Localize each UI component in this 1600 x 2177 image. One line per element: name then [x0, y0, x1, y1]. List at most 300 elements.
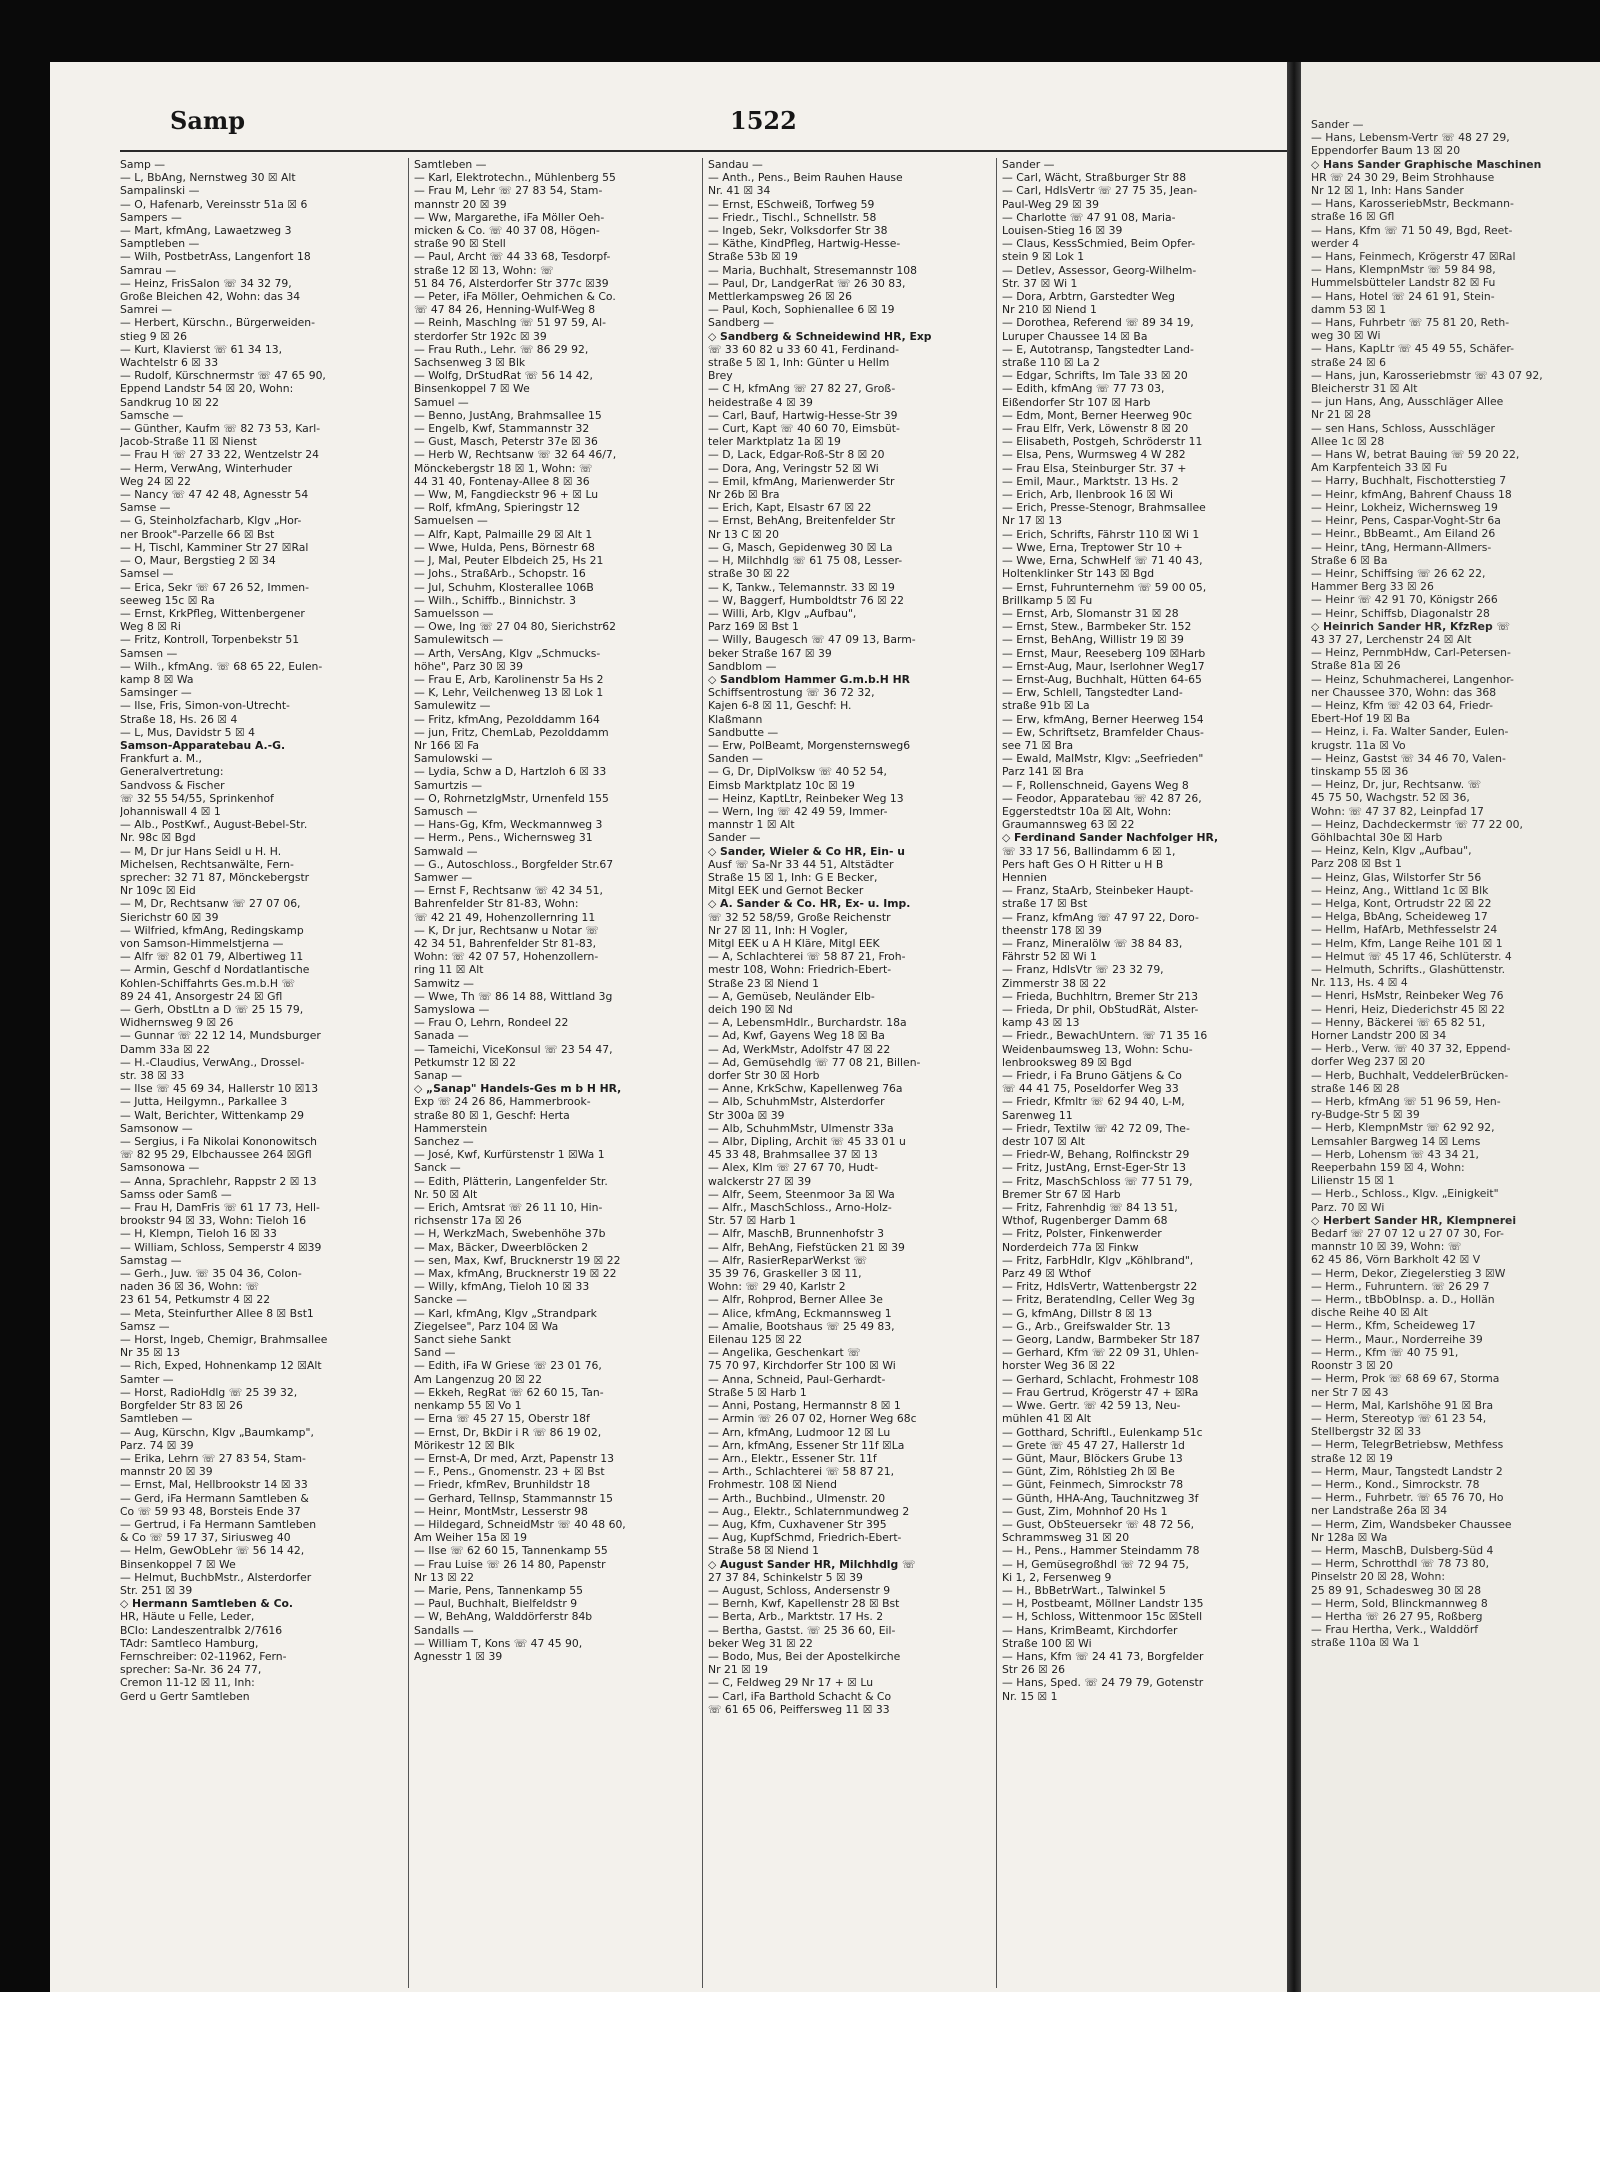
directory-entry-line: — Hans, Hotel ☏ 24 61 91, Stein-: [1311, 289, 1495, 303]
directory-entry-line: — Willi, Arb, Klgv „Aufbau",: [708, 606, 857, 620]
directory-entry-line: — Fritz, Fahrenhdig ☏ 84 13 51,: [1002, 1201, 1178, 1215]
directory-entry-line: 45 33 48, Brahmsallee 37 ☒ 13: [708, 1148, 878, 1162]
directory-entry-line: micken & Co. ☏ 40 37 08, Högen-: [414, 224, 600, 238]
directory-entry-line: Schiffsentrostung ☏ 36 72 32,: [708, 686, 875, 700]
directory-entry-line: — Heinz, Glas, Wilstorfer Str 56: [1311, 870, 1482, 884]
directory-entry-line: Sanck —: [414, 1161, 461, 1175]
directory-entry-line: — Heinz, Dachdeckermstr ☏ 77 22 00,: [1311, 817, 1523, 831]
directory-entry-line: Borgfelder Str 83 ☒ 26: [120, 1399, 243, 1413]
directory-entry-line: Samuel —: [414, 395, 469, 409]
directory-entry-line: — K, Tankw., Telemannstr. 33 ☒ 19: [708, 580, 895, 594]
directory-entry-line: ☏ 32 52 58/59, Große Reichenstr: [708, 910, 891, 924]
directory-entry-line: ◇ A. Sander & Co. HR, Ex- u. Imp.: [708, 897, 911, 911]
directory-entry-line: Bedarf ☏ 27 07 12 u 27 07 30, For-: [1311, 1227, 1504, 1241]
directory-entry-line: Parz. 70 ☒ Wi: [1311, 1200, 1385, 1214]
directory-entry-line: — Armin, Geschf d Nordatlantische: [120, 963, 310, 977]
directory-entry-line: — L, BbAng, Nernstweg 30 ☒ Alt: [120, 171, 296, 185]
directory-entry-line: — H, Tischl, Kamminer Str 27 ☒Ral: [120, 540, 309, 554]
directory-entry-line: Sanct siehe Sankt: [414, 1333, 511, 1347]
directory-entry-line: — Harry, Buchhalt, Fischotterstieg 7: [1311, 474, 1507, 488]
directory-entry-line: Nr 17 ☒ 13: [1002, 514, 1062, 528]
directory-entry-line: Holtenklinker Str 143 ☒ Bgd: [1002, 567, 1155, 581]
directory-entry-line: — K, Dr jur, Rechtsanw u Notar ☏: [414, 923, 599, 937]
directory-entry-line: Samson-Apparatebau A.-G.: [120, 738, 286, 752]
directory-entry-line: Nr. 98c ☒ Bgd: [120, 831, 196, 845]
directory-entry-line: — G, kfmAng, Dillstr 8 ☒ 13: [1002, 1306, 1153, 1320]
directory-entry-line: — Heinr, tAng, Hermann-Allmers-: [1311, 540, 1492, 554]
directory-entry-line: — Curt, Kapt ☏ 40 60 70, Eimsbüt-: [708, 422, 900, 436]
directory-entry-line: dorfer Str 30 ☒ Horb: [708, 1069, 820, 1083]
directory-entry-line: Nr 27 ☒ 11, Inh: H Vogler,: [708, 923, 848, 937]
directory-entry-line: Mönckebergstr 18 ☒ 1, Wohn: ☏: [414, 461, 593, 475]
directory-entry-line: Kohlen-Schiffahrts Ges.m.b.H ☏: [120, 976, 295, 990]
directory-entry-line: Sandkrug 10 ☒ 22: [120, 395, 220, 409]
directory-entry-line: Parz 169 ☒ Bst 1: [708, 620, 799, 634]
directory-entry-line: — Wilh., Schiffb., Binnichstr. 3: [414, 593, 576, 607]
directory-entry-line: walckerstr 27 ☒ 39: [708, 1174, 812, 1188]
directory-entry-line: naden 36 ☒ 36, Wohn: ☏: [120, 1280, 260, 1294]
directory-entry-line: — sen, Max, Kwf, Brucknerstr 19 ☒ 22: [414, 1253, 621, 1267]
directory-entry-line: Sampers —: [120, 210, 182, 224]
directory-entry-line: Samsche —: [120, 408, 184, 422]
directory-entry-line: straße 12 ☒ 19: [1311, 1451, 1393, 1465]
directory-entry-line: — Hans, Kfm ☏ 24 41 73, Borgfelder: [1002, 1649, 1204, 1663]
directory-entry-line: — Heinz, PernmbHdw, Carl-Petersen-: [1311, 646, 1511, 660]
directory-entry-line: Brillkamp 5 ☒ Fu: [1002, 593, 1093, 607]
directory-entry-line: Pers haft Ges O H Ritter u H B: [1002, 857, 1164, 871]
directory-entry-line: heidestraße 4 ☒ 39: [708, 395, 813, 409]
directory-entry-line: weg 30 ☒ Wi: [1311, 329, 1381, 343]
directory-entry-line: — Wilfried, kfmAng, Redingskamp: [120, 923, 304, 937]
directory-entry-line: — Ilse ☏ 45 69 34, Hallerstr 10 ☒13: [120, 1082, 319, 1096]
directory-entry-line: — Hans, Fuhrbetr ☏ 75 81 20, Reth-: [1311, 316, 1510, 330]
directory-entry-line: Binsenkoppel 7 ☒ We: [414, 382, 530, 396]
directory-entry-line: Exp ☏ 24 26 86, Hammerbrook-: [414, 1095, 591, 1109]
directory-entry-line: — Herm., tBbObInsp. a. D., Hollän: [1311, 1293, 1495, 1307]
directory-entry-line: — Henri, HsMstr, Reinbeker Weg 76: [1311, 989, 1504, 1003]
directory-entry-line: Nr 128a ☒ Wa: [1311, 1530, 1388, 1544]
directory-entry-line: — Herb., Schloss., Klgv. „Einigkeit": [1311, 1187, 1499, 1201]
directory-entry-line: — Frau Hertha, Verk., Walddörf: [1311, 1623, 1479, 1637]
directory-entry-line: — Wwe, Th ☏ 86 14 88, Wittland 3g: [414, 989, 613, 1003]
directory-entry-line: ner Chaussee 370, Wohn: das 368: [1311, 685, 1497, 699]
directory-entry-line: — Heinr, Pens, Caspar-Voght-Str 6a: [1311, 514, 1501, 528]
directory-entry-line: werder 4: [1311, 236, 1359, 250]
directory-entry-line: teler Marktplatz 1a ☒ 19: [708, 435, 841, 449]
directory-entry-line: — Herm, Stereotyp ☏ 61 23 54,: [1311, 1411, 1487, 1425]
directory-entry-line: Str 26 ☒ 26: [1002, 1663, 1065, 1677]
directory-entry-line: richsenstr 17a ☒ 26: [414, 1214, 522, 1228]
directory-entry-line: Ebert-Hof 19 ☒ Ba: [1311, 712, 1411, 726]
directory-entry-line: ◇ Sander, Wieler & Co HR, Ein- u: [708, 844, 905, 858]
directory-entry-line: — Wwe, Hulda, Pens, Börnestr 68: [414, 540, 595, 554]
directory-entry-line: Samtleben —: [120, 1412, 193, 1426]
directory-entry-line: Parz 49 ☒ Wthof: [1002, 1267, 1091, 1281]
directory-entry-line: — Anni, Postang, Hermannstr 8 ☒ 1: [708, 1399, 901, 1413]
directory-entry-line: Norderdeich 77a ☒ Finkw: [1002, 1240, 1139, 1254]
directory-entry-line: — Fritz, BeratendIng, Celler Weg 3g: [1002, 1293, 1195, 1307]
directory-entry-line: — H.-Claudius, VerwAng., Drossel-: [120, 1055, 305, 1069]
directory-entry-line: — Frau H, DamFris ☏ 61 17 73, Hell-: [120, 1201, 320, 1215]
directory-entry-line: — W, BehAng, Walddörferstr 84b: [414, 1610, 593, 1624]
directory-entry-line: — Heinr., BbBeamt., Am Eiland 26: [1311, 527, 1496, 541]
directory-entry-line: BCIo: Landeszentralbk 2/7616: [120, 1623, 283, 1637]
directory-entry-line: Mörikestr 12 ☒ Blk: [414, 1438, 515, 1452]
directory-entry-line: — Ewald, MalMstr, Klgv: „Seefrieden": [1002, 752, 1204, 766]
directory-entry-line: — Alfr, Rohprod, Berner Allee 3e: [708, 1293, 883, 1307]
directory-entry-line: — Claus, KessSchmied, Beim Opfer-: [1002, 237, 1196, 251]
directory-entry-line: Sandvoss & Fischer: [120, 778, 225, 792]
directory-entry-line: — Fritz, HdlsVertr, Wattenbergstr 22: [1002, 1280, 1198, 1294]
directory-entry-line: — Herm, Sold, Blinckmannweg 8: [1311, 1596, 1488, 1610]
directory-entry-line: — José, Kwf, Kurfürstenstr 1 ☒Wa 1: [414, 1148, 605, 1162]
directory-entry-line: ◇ Hans Sander Graphische Maschinen: [1311, 157, 1542, 171]
directory-entry-line: — Alex, Klm ☏ 27 67 70, Hudt-: [708, 1161, 879, 1175]
directory-entry-line: — Alfr, RasierReparWerkst ☏: [708, 1253, 868, 1267]
directory-entry-line: — Angelika, Geschenkart ☏: [708, 1346, 861, 1360]
directory-entry-line: — Wwe. Gertr. ☏ 42 59 13, Neu-: [1002, 1399, 1181, 1413]
directory-entry-line: — Wwe, Erna, SchwHelf ☏ 71 40 43,: [1002, 554, 1203, 568]
directory-entry-line: — Arn, kfmAng, Ludmoor 12 ☒ Lu: [708, 1425, 891, 1439]
directory-entry-line: straße 30 ☒ 22: [708, 567, 790, 581]
directory-entry-line: ☏ 42 21 49, Hohenzollernring 11: [414, 910, 596, 924]
directory-entry-line: Stellbergstr 32 ☒ 33: [1311, 1425, 1422, 1439]
directory-entry-line: sprecher: 32 71 87, Mönckebergstr: [120, 870, 310, 884]
directory-entry-line: Str. 37 ☒ Wi 1: [1002, 276, 1078, 290]
directory-entry-line: — Friedr., BewachUntern. ☏ 71 35 16: [1002, 1029, 1208, 1043]
directory-entry-line: — Wern, Ing ☏ 42 49 59, Immer-: [708, 804, 888, 818]
directory-entry-line: beker Straße 167 ☒ 39: [708, 646, 832, 660]
directory-entry-line: see 71 ☒ Bra: [1002, 738, 1074, 752]
directory-entry-line: — Alb, SchuhmMstr, Ulmenstr 33a: [708, 1121, 894, 1135]
directory-entry-line: — Erich, Amtsrat ☏ 26 11 10, Hin-: [414, 1201, 603, 1215]
directory-entry-line: — Fritz, FarbHdlr, Klgv „Köhlbrand",: [1002, 1253, 1194, 1267]
directory-entry-line: — W, Baggerf, Humboldtstr 76 ☒ 22: [708, 593, 905, 607]
directory-entry-line: Damm 33a ☒ 22: [120, 1042, 211, 1056]
directory-entry-line: — Herm, MaschB, Dulsberg-Süd 4: [1311, 1543, 1494, 1557]
directory-entry-line: — Frau O, Lehrn, Rondeel 22: [414, 1016, 569, 1030]
directory-entry-line: 23 61 54, Petkumstr 4 ☒ 22: [120, 1293, 271, 1307]
directory-entry-line: TAdr: Samtleco Hamburg,: [120, 1636, 259, 1650]
directory-entry-line: — Hans W, betrat Bauing ☏ 59 20 22,: [1311, 448, 1520, 462]
directory-entry-line: — H, Milchhdlg ☏ 61 75 08, Lesser-: [708, 554, 903, 568]
directory-entry-line: ◇ Sandberg & Schneidewind HR, Exp: [708, 329, 932, 343]
directory-entry-line: — Ernst, ESchweiß, Torfweg 59: [708, 197, 875, 211]
directory-entry-line: Nr 26b ☒ Bra: [708, 488, 780, 502]
directory-entry-line: — Heinr, MontMstr, Lesserstr 98: [414, 1504, 588, 1518]
directory-entry-line: — Herb, Buchhalt, VeddelerBrücken-: [1311, 1068, 1509, 1082]
directory-entry-line: — Alice, kfmAng, Eckmannsweg 1: [708, 1306, 892, 1320]
directory-entry-line: 44 31 40, Fontenay-Allee 8 ☒ 36: [414, 474, 590, 488]
directory-entry-line: straße 17 ☒ Bst: [1002, 897, 1088, 911]
directory-entry-line: — O, RohrnetzlgMstr, Urnenfeld 155: [414, 791, 609, 805]
directory-entry-line: — Heinz, FrisSalon ☏ 34 32 79,: [120, 276, 292, 290]
directory-entry-line: — J, Mal, Peuter Elbdeich 25, Hs 21: [414, 554, 604, 568]
directory-entry-line: — Helmut, BuchbMstr., Alsterdorfer: [120, 1570, 312, 1584]
directory-entry-line: Weg 24 ☒ 22: [120, 474, 191, 488]
directory-entry-line: — Herb, kfmAng ☏ 51 96 59, Hen-: [1311, 1095, 1501, 1109]
directory-entry-line: Samp —: [120, 158, 166, 171]
directory-entry-line: straße 146 ☒ 28: [1311, 1081, 1400, 1095]
directory-entry-line: — Erich, Arb, Ilenbrook 16 ☒ Wi: [1002, 488, 1174, 502]
directory-entry-line: — Fritz, Kontroll, Torpenbekstr 51: [120, 633, 300, 647]
directory-entry-line: Luruper Chaussee 14 ☒ Ba: [1002, 329, 1148, 343]
directory-entry-line: — Gertrud, i Fa Hermann Samtleben: [120, 1517, 317, 1531]
directory-entry-line: — jun Hans, Ang, Ausschläger Allee: [1311, 395, 1504, 409]
directory-entry-line: — Arth, VersAng, Klgv „Schmucks-: [414, 646, 601, 660]
directory-entry-line: — Bodo, Mus, Bei der Apostelkirche: [708, 1649, 901, 1663]
directory-entry-line: — Hans, Kfm ☏ 71 50 49, Bgd, Reet-: [1311, 223, 1513, 237]
directory-entry-line: — H, Schloss, Wittenmoor 15c ☒Stell: [1002, 1610, 1203, 1624]
directory-entry-line: — Ernst, Arb, Slomanstr 31 ☒ 28: [1002, 606, 1179, 620]
directory-entry-line: Frohmestr. 108 ☒ Niend: [708, 1478, 837, 1492]
directory-entry-line: — Gerh, ObstLtn a D ☏ 25 15 79,: [120, 1003, 304, 1016]
directory-entry-line: Mitgl EEK und Gernot Becker: [708, 884, 864, 898]
directory-entry-line: — Heinz, Dr, jur, Rechtsanw. ☏: [1311, 778, 1482, 792]
directory-entry-line: Straße 100 ☒ Wi: [1002, 1636, 1092, 1650]
directory-entry-line: Samss oder Samß —: [120, 1187, 232, 1201]
directory-entry-line: — Mart, kfmAng, Lawaetzweg 3: [120, 224, 292, 238]
directory-entry-line: Generalvertretung:: [120, 765, 224, 779]
directory-entry-line: — E, Autotransp, Tangstedter Land-: [1002, 342, 1194, 356]
column-rule: [702, 158, 703, 1988]
directory-entry-line: — Herm, Mal, Karlshöhe 91 ☒ Bra: [1311, 1398, 1494, 1412]
directory-entry-line: — Berta, Arb., Marktstr. 17 Hs. 2: [708, 1610, 884, 1624]
directory-entry-line: Samrei —: [120, 303, 173, 317]
directory-entry-line: Samse —: [120, 501, 171, 515]
directory-entry-line: Samsen —: [120, 646, 178, 660]
directory-entry-line: — Herm, Maur, Tangstedt Landstr 2: [1311, 1464, 1503, 1478]
directory-entry-line: Fernschreiber: 02-11962, Fern-: [120, 1649, 287, 1663]
directory-entry-line: Sanada —: [414, 1029, 469, 1043]
directory-entry-line: — Ad, Kwf, Gayens Weg 18 ☒ Ba: [708, 1029, 885, 1043]
directory-entry-line: Ki 1, 2, Fersenweg 9: [1002, 1570, 1112, 1584]
directory-entry-line: Sarenweg 11: [1002, 1108, 1073, 1122]
directory-entry-line: Samwald —: [414, 844, 478, 858]
directory-entry-line: — G., Arb., Greifswalder Str. 13: [1002, 1319, 1171, 1333]
directory-entry-line: — Heinz, Keln, Klgv „Aufbau",: [1311, 844, 1472, 858]
directory-entry-line: mannstr 10 ☒ 39, Wohn: ☏: [1311, 1240, 1462, 1254]
directory-entry-line: Hammerstein: [414, 1121, 488, 1135]
directory-entry-line: — Ekkeh, RegRat ☏ 62 60 15, Tan-: [414, 1385, 604, 1399]
directory-entry-line: — Edm, Mont, Berner Heerweg 90c: [1002, 408, 1193, 422]
directory-entry-line: — Friedr, Kfmltr ☏ 62 94 40, L-M,: [1002, 1095, 1185, 1109]
directory-entry-line: — Feodor, Apparatebau ☏ 42 87 26,: [1002, 791, 1202, 805]
directory-entry-line: — William, Schloss, Semperstr 4 ☒39: [120, 1240, 322, 1254]
directory-entry-line: Sandbutte —: [708, 725, 779, 739]
directory-entry-line: — Ww, M, Fangdieckstr 96 + ☒ Lu: [414, 488, 599, 502]
directory-entry-line: — Helm, GewObLehr ☏ 56 14 42,: [120, 1544, 305, 1558]
directory-entry-line: — Edith, iFa W Griese ☏ 23 01 76,: [414, 1359, 602, 1373]
directory-entry-line: — Frau E, Arb, Karolinenstr 5a Hs 2: [414, 672, 604, 686]
directory-entry-line: ☏ 33 60 82 u 33 60 41, Ferdinand-: [708, 342, 900, 356]
directory-entry-line: — Aug., Elektr., Schlaternmundweg 2: [708, 1504, 910, 1518]
directory-entry-line: — Jul, Schuhm, Klosterallee 106B: [414, 580, 594, 594]
directory-entry-line: Samurtzis —: [414, 778, 483, 792]
directory-entry-line: — O, Hafenarb, Vereinsstr 51a ☒ 6: [120, 197, 308, 211]
directory-entry-line: Straße 58 ☒ Niend 1: [708, 1544, 820, 1558]
directory-entry-line: — A, Schlachterei ☏ 58 87 21, Froh-: [708, 950, 906, 964]
directory-entry-line: Sachsenweg 3 ☒ Blk: [414, 356, 526, 370]
directory-entry-line: — Alfr., MaschSchloss., Arno-Holz-: [708, 1201, 892, 1215]
directory-entry-line: Eilenau 125 ☒ 22: [708, 1333, 803, 1347]
directory-entry-line: — H., Pens., Hammer Steindamm 78: [1002, 1544, 1200, 1558]
directory-entry-line: — sen Hans, Schloss, Ausschläger: [1311, 421, 1496, 435]
directory-entry-line: Samtleben —: [414, 158, 487, 171]
directory-entry-line: ☏ 44 41 75, Poseldorfer Weg 33: [1002, 1082, 1179, 1096]
directory-entry-line: kamp 43 ☒ 13: [1002, 1016, 1080, 1030]
directory-entry-line: — Franz, kfmAng ☏ 47 97 22, Doro-: [1002, 910, 1199, 924]
directory-entry-line: — Carl, HdlsVertr ☏ 27 75 35, Jean-: [1002, 184, 1198, 198]
directory-entry-line: Louisen-Stieg 16 ☒ 39: [1002, 224, 1123, 238]
directory-entry-line: Wohn: ☏ 47 37 82, Leinpfad 17: [1311, 804, 1484, 818]
directory-entry-line: — Meta, Steinfurther Allee 8 ☒ Bst1: [120, 1306, 314, 1320]
directory-entry-line: — Max, Bäcker, Dweerblöcken 2: [414, 1240, 589, 1254]
directory-entry-line: Samsinger —: [120, 686, 192, 700]
directory-entry-line: Weidenbaumsweg 13, Wohn: Schu-: [1002, 1042, 1193, 1056]
directory-entry-line: Sanden —: [708, 752, 763, 766]
directory-entry-line: Göhlbachtal 30e ☒ Harb: [1311, 830, 1443, 844]
directory-entry-line: — Heinr, kfmAng, Bahrenf Chauss 18: [1311, 487, 1512, 501]
directory-entry-line: — Herm., Fuhrbetr. ☏ 65 76 70, Ho: [1311, 1491, 1504, 1505]
directory-entry-line: Sander —: [1002, 158, 1055, 171]
directory-entry-line: mannstr 1 ☒ Alt: [708, 818, 795, 832]
directory-entry-line: — Franz, StaArb, Steinbeker Haupt-: [1002, 884, 1194, 898]
directory-entry-line: — Gerhard, Tellnsp, Stammannstr 15: [414, 1491, 614, 1505]
directory-column-right-page: [1311, 118, 1600, 1968]
directory-entry-line: Parz. 74 ☒ 39: [120, 1438, 194, 1452]
directory-entry-line: — Hans, Lebensm-Vertr ☏ 48 27 29,: [1311, 131, 1510, 145]
directory-entry-line: — Franz, HdlsVtr ☏ 23 32 79,: [1002, 963, 1164, 977]
directory-entry-line: — Heinr, Schiffsing ☏ 26 62 22,: [1311, 566, 1486, 580]
directory-entry-line: — Georg, Landw, Barmbeker Str 187: [1002, 1333, 1201, 1347]
directory-entry-line: — Fritz, JustAng, Ernst-Eger-Str 13: [1002, 1161, 1187, 1175]
directory-entry-line: — Horst, RadioHdlg ☏ 25 39 32,: [120, 1385, 298, 1399]
directory-entry-line: dorfer Weg 237 ☒ 20: [1311, 1055, 1426, 1069]
directory-entry-line: Eppendorfer Baum 13 ☒ 20: [1311, 144, 1461, 158]
directory-entry-line: — Ew, Schriftsetz, Bramfelder Chaus-: [1002, 725, 1204, 739]
directory-entry-line: 62 45 86, Vörn Barkholt 42 ☒ V: [1311, 1253, 1481, 1267]
directory-entry-line: — Hans, KapLtr ☏ 45 49 55, Schäfer-: [1311, 342, 1514, 356]
directory-entry-line: — Carl, Bauf, Hartwig-Hesse-Str 39: [708, 408, 898, 422]
directory-entry-line: — Hildegard, SchneidMstr ☏ 40 48 60,: [414, 1517, 626, 1531]
directory-entry-line: — Max, kfmAng, Brucknerstr 19 ☒ 22: [414, 1267, 617, 1281]
directory-entry-line: — Benno, JustAng, Brahmsallee 15: [414, 408, 602, 422]
directory-entry-line: — Heinz, KaptLtr, Reinbeker Weg 13: [708, 791, 904, 805]
directory-entry-line: — Heinr, Lokheiz, Wichernsweg 19: [1311, 500, 1498, 514]
directory-entry-line: — Alfr, Kapt, Palmaille 29 ☒ Alt 1: [414, 527, 593, 541]
directory-entry-line: — O, Maur, Bergstieg 2 ☒ 34: [120, 554, 276, 568]
directory-entry-line: 51 84 76, Alsterdorfer Str 377c ☒39: [414, 276, 609, 290]
directory-entry-line: Klaßmann: [708, 712, 763, 726]
directory-entry-line: — Hans, KarosseriebMstr, Beckmann-: [1311, 197, 1514, 211]
directory-entry-line: Nr 21 ☒ 19: [708, 1663, 768, 1677]
directory-entry-line: — Heinz, Kfm ☏ 42 03 64, Friedr-: [1311, 698, 1494, 712]
directory-entry-line: Sandau —: [708, 158, 763, 171]
directory-entry-line: — Hans, Sped. ☏ 24 79 79, Gotenstr: [1002, 1676, 1204, 1690]
directory-entry-line: Allee 1c ☒ 28: [1311, 434, 1385, 448]
directory-entry-line: — Ww, Margarethe, iFa Möller Oeh-: [414, 210, 605, 224]
directory-entry-line: stein 9 ☒ Lok 1: [1002, 250, 1085, 264]
directory-column-4: [1002, 158, 1282, 1988]
directory-entry-line: — Hellm, HafArb, Methfesselstr 24: [1311, 923, 1498, 937]
directory-entry-line: Straße 23 ☒ Niend 1: [708, 976, 820, 990]
directory-entry-line: Petkumstr 12 ☒ 22: [414, 1055, 517, 1069]
directory-entry-line: — Alb, SchuhmMstr, Alsterdorfer: [708, 1095, 885, 1109]
directory-entry-line: — Friedr, Textilw ☏ 42 72 09, The-: [1002, 1121, 1190, 1135]
directory-entry-line: straße 12 ☒ 13, Wohn: ☏: [414, 263, 554, 277]
directory-entry-line: — Herm., Maur., Norderreihe 39: [1311, 1332, 1483, 1346]
directory-entry-line: — Gunnar ☏ 22 12 14, Mundsburger: [120, 1029, 321, 1043]
directory-entry-line: — Herb, KlempnMstr ☏ 62 92 92,: [1311, 1121, 1495, 1135]
directory-entry-line: — Alfr, MaschB, Brunnenhofstr 3: [708, 1227, 885, 1241]
directory-entry-line: 89 24 41, Ansorgestr 24 ☒ Gfl: [120, 989, 283, 1003]
directory-entry-line: — C H, kfmAng ☏ 27 82 27, Groß-: [708, 382, 896, 396]
directory-entry-line: — Erich, Kapt, Elsastr 67 ☒ 22: [708, 501, 872, 515]
directory-entry-line: Nr 166 ☒ Fa: [414, 738, 479, 752]
directory-entry-line: — Helga, Kont, Ortrudstr 22 ☒ 22: [1311, 896, 1492, 910]
directory-entry-line: Straße 15 ☒ 1, Inh: G E Becker,: [708, 870, 878, 884]
directory-entry-line: Sandblom —: [708, 659, 777, 673]
directory-entry-line: nenkamp 55 ☒ Vo 1: [414, 1399, 522, 1413]
directory-entry-line: — Gotthard, Schriftl., Eulenkamp 51c: [1002, 1425, 1203, 1439]
directory-entry-line: Schrammsweg 31 ☒ 20: [1002, 1531, 1130, 1545]
directory-entry-line: — Wwe, Erna, Treptower Str 10 +: [1002, 540, 1183, 554]
directory-entry-line: — Herm., Kond., Simrockstr. 78: [1311, 1477, 1480, 1491]
directory-entry-line: — Anth., Pens., Beim Rauhen Hause: [708, 171, 903, 185]
directory-entry-line: 45 75 50, Wachgstr. 52 ☒ 36,: [1311, 791, 1470, 805]
directory-entry-line: — Rudolf, Kürschnermstr ☏ 47 65 90,: [120, 369, 326, 383]
directory-entry-line: mühlen 41 ☒ Alt: [1002, 1412, 1092, 1426]
directory-entry-line: — H, Gemüsegroßhdl ☏ 72 94 75,: [1002, 1557, 1189, 1571]
directory-entry-line: — Heinz, Gastst ☏ 34 46 70, Valen-: [1311, 751, 1506, 765]
directory-entry-line: — Ingeb, Sekr, Volksdorfer Str 38: [708, 224, 888, 238]
directory-entry-line: — Arth., Schlachterei ☏ 58 87 21,: [708, 1465, 895, 1479]
directory-entry-line: — William T, Kons ☏ 47 45 90,: [414, 1636, 583, 1650]
directory-entry-line: Wthof, Rugenberger Damm 68: [1002, 1214, 1168, 1228]
directory-entry-line: straße 110 ☒ La 2: [1002, 356, 1100, 370]
directory-entry-line: straße 90 ☒ Stell: [414, 237, 506, 251]
directory-entry-line: sterdorfer Str 192c ☒ 39: [414, 329, 547, 343]
directory-entry-line: — Aug, KupfSchmd, Friedrich-Ebert-: [708, 1531, 902, 1545]
directory-entry-line: — Erw, Schlell, Tangstedter Land-: [1002, 686, 1183, 700]
directory-entry-line: deich 190 ☒ Nd: [708, 1003, 793, 1016]
directory-entry-line: — Frieda, Dr phil, ObStudRät, Alster-: [1002, 1003, 1199, 1016]
directory-entry-line: Bleicherstr 31 ☒ Alt: [1311, 382, 1418, 396]
directory-entry-line: — Ad, Gemüsehdlg ☏ 77 08 21, Billen-: [708, 1055, 921, 1069]
directory-entry-line: — Elisabeth, Postgeh, Schröderstr 11: [1002, 435, 1203, 449]
directory-entry-line: Große Bleichen 42, Wohn: das 34: [120, 290, 301, 304]
directory-entry-line: Roonstr 3 ☒ 20: [1311, 1359, 1393, 1373]
directory-entry-line: Samstag —: [120, 1253, 182, 1267]
directory-entry-line: 27 37 84, Schinkelstr 5 ☒ 39: [708, 1570, 863, 1584]
directory-entry-line: — Helmuth, Schrifts., Glashüttenstr.: [1311, 963, 1506, 976]
directory-entry-line: Eimsb Marktplatz 10c ☒ 19: [708, 778, 855, 792]
directory-entry-line: — Edith, Plätterin, Langenfelder Str.: [414, 1174, 608, 1188]
directory-entry-line: Straße 53b ☒ 19: [708, 250, 798, 264]
directory-entry-line: — Elsa, Pens, Wurmsweg 4 W 282: [1002, 448, 1186, 462]
directory-entry-line: 42 34 51, Bahrenfelder Str 81-83,: [414, 936, 597, 950]
directory-entry-line: — A, Gemüseb, Neuländer Elb-: [708, 989, 875, 1003]
directory-entry-line: — Ernst, Fuhrunternehm ☏ 59 00 05,: [1002, 580, 1207, 594]
directory-entry-line: ry-Budge-Str 5 ☒ 39: [1311, 1108, 1420, 1122]
directory-entry-line: ner Brook"-Parzelle 66 ☒ Bst: [120, 527, 275, 541]
directory-entry-line: — Walt, Berichter, Wittenkamp 29: [120, 1108, 304, 1122]
directory-entry-line: — H, Postbeamt, Möllner Landstr 135: [1002, 1597, 1204, 1611]
directory-entry-line: — Herm., Kfm ☏ 40 75 91,: [1311, 1345, 1459, 1359]
directory-entry-line: — Günt, Zim, Röhlstieg 2h ☒ Be: [1002, 1465, 1175, 1479]
directory-entry-line: Nr. 41 ☒ 34: [708, 184, 771, 198]
